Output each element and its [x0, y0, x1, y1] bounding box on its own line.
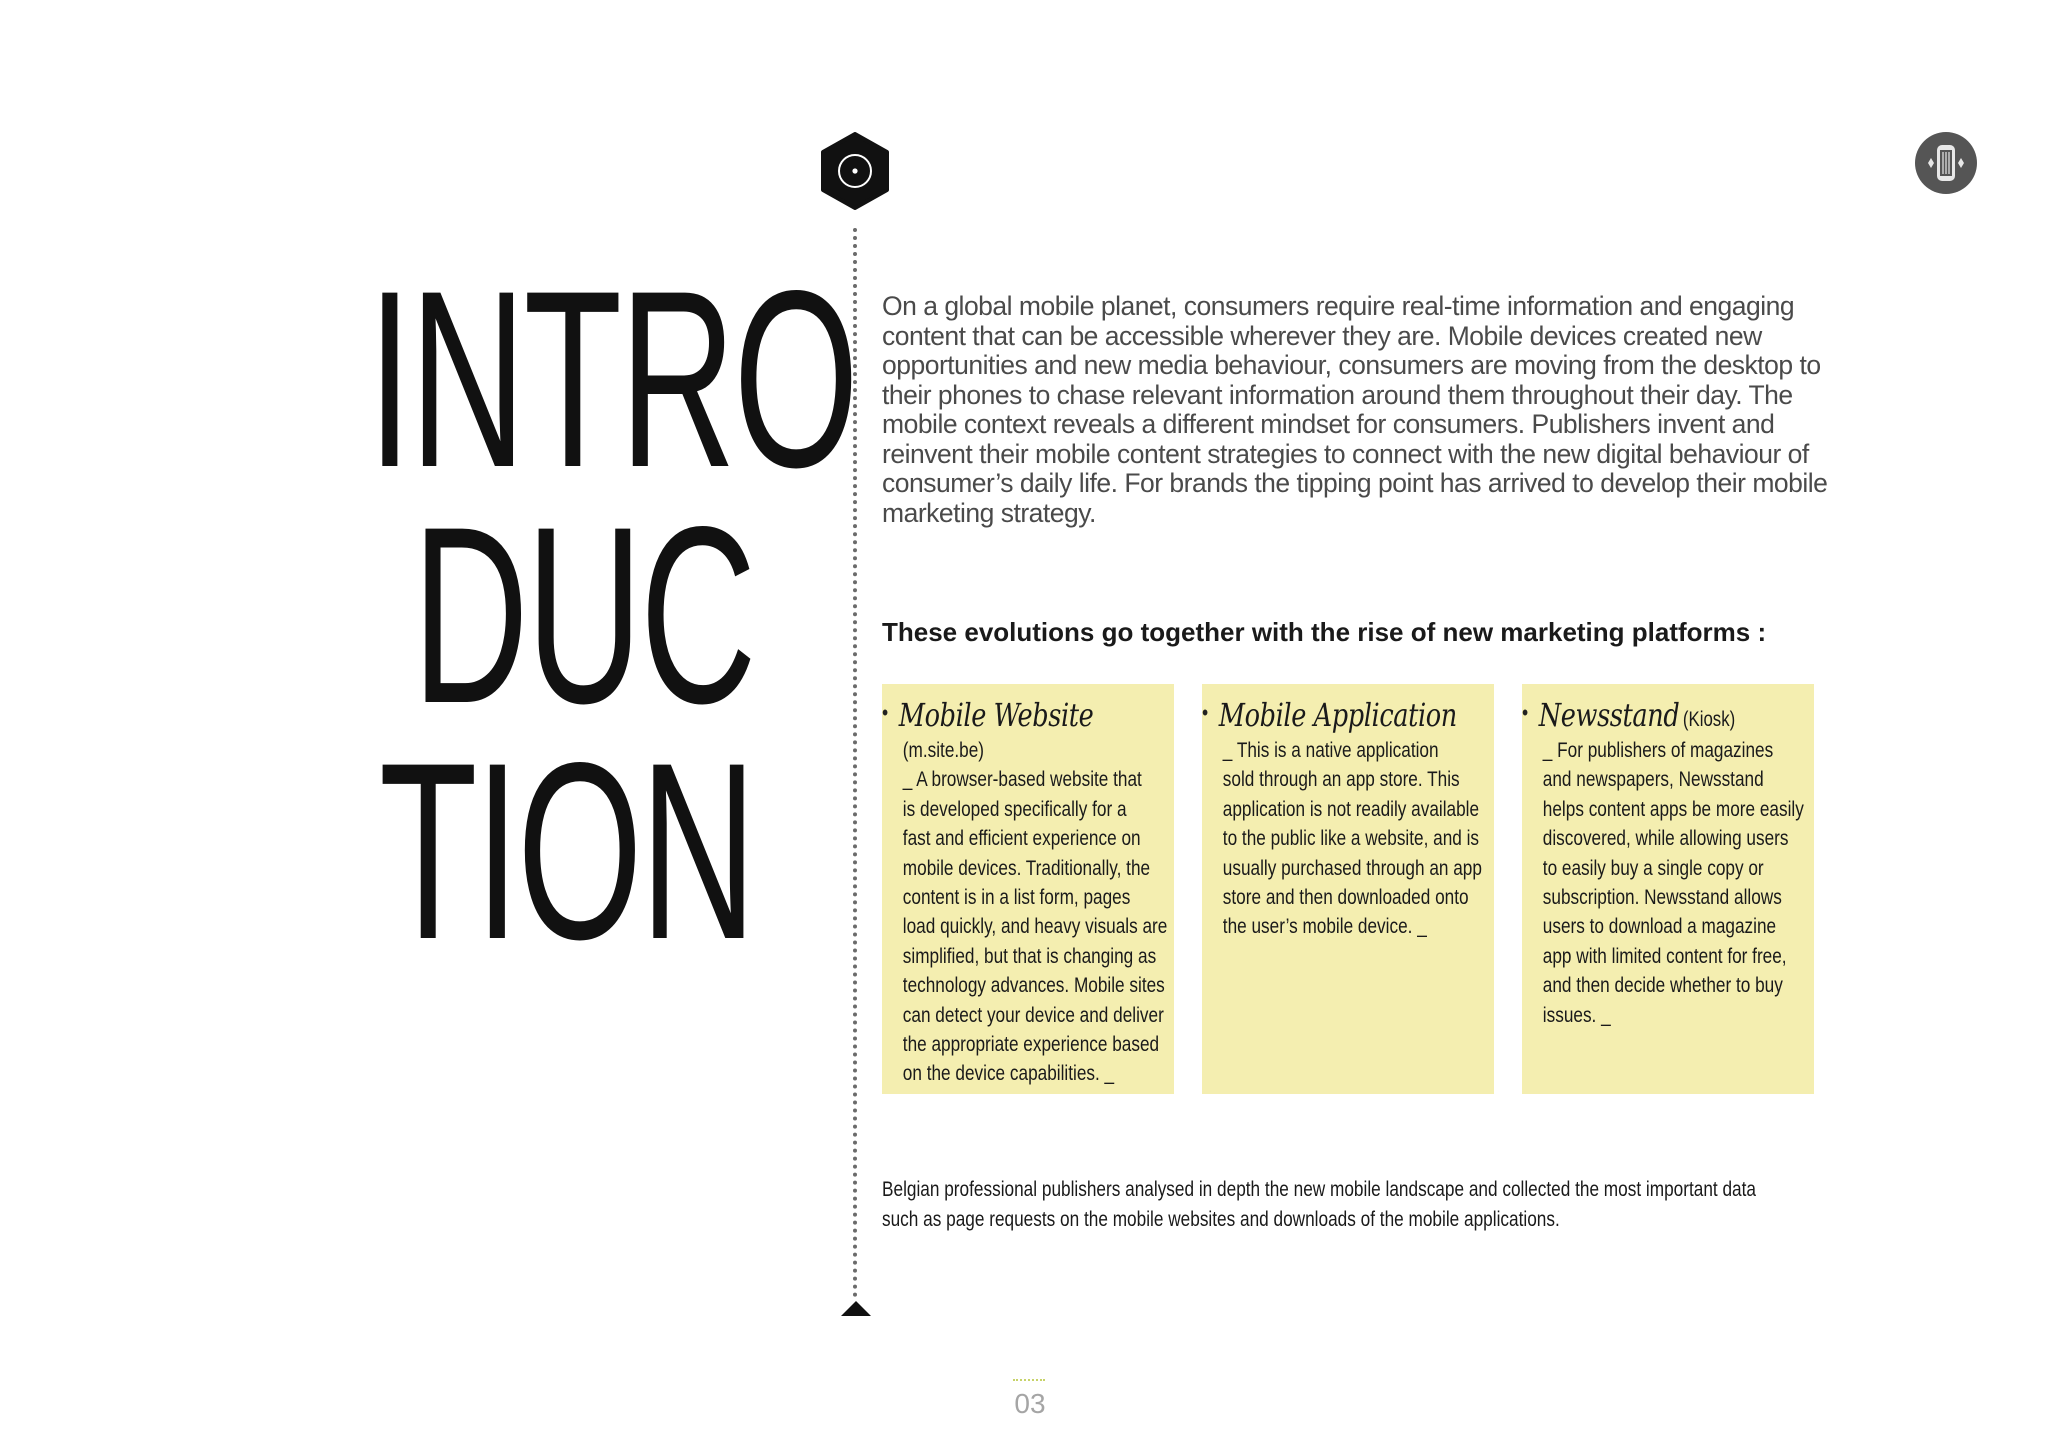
intro-paragraph: On a global mobile planet, consumers require real-time information and engaging content that can be accessible wherever they are. Mobile devices created new opportunities and new media behaviour, consumers are moving from the desktop to their phones to chase relevant information around them throughout their day. The mobile context reveals a different mindset for consumers. Publishers invent and reinvent their mobile content strategies to connect with the new digital behaviour of consumer’s daily life. For brands the tipping point has arrived to develop their mobile marketing strategy. — [882, 291, 1828, 528]
hexagon-target-icon — [820, 132, 890, 210]
platform-description — [902, 736, 1168, 1089]
description-line: users to download a magazine — [1542, 914, 1777, 939]
description-line: helps content apps be more easily — [1542, 796, 1804, 821]
description-line: can detect your device and deliver — [902, 1002, 1164, 1027]
description-line: technology advances. Mobile sites — [902, 973, 1165, 998]
platform-card-mobile-website — [882, 684, 1174, 1094]
platform-title: Newsstand — [1538, 696, 1680, 734]
description-line: to the public like a website, and is — [1222, 826, 1480, 851]
description-line: _ This is a native application — [1222, 738, 1439, 762]
closing-paragraph — [882, 1175, 1866, 1234]
page-title — [367, 239, 857, 992]
description-line: usually purchased through an app — [1222, 855, 1482, 880]
description-line: _ For publishers of magazines — [1542, 738, 1774, 762]
description-line: discovered, while allowing users — [1542, 826, 1789, 851]
description-line: and newspapers, Newsstand — [1542, 767, 1764, 792]
platform-heading — [1522, 696, 1786, 734]
description-line: is developed specifically for a — [902, 796, 1127, 821]
platform-description — [1542, 736, 1804, 1030]
description-line: fast and efficient experience on — [902, 826, 1141, 851]
platforms-heading: These evolutions go together with the rise of new marketing platforms : — [882, 617, 1767, 647]
title-line: TION — [378, 711, 754, 992]
description-line: store and then downloaded onto — [1222, 885, 1469, 910]
bullet-icon: • — [1202, 700, 1209, 725]
bullet-icon: • — [1522, 700, 1529, 725]
description-line: on the device capabilities. _ — [902, 1061, 1115, 1086]
arrow-up-icon — [841, 1301, 871, 1316]
platform-card-newsstand — [1522, 684, 1814, 1094]
description-line: content is in a list form, pages — [902, 885, 1131, 910]
closing-line: Belgian professional publishers analysed in depth the new mobile landscape and collected the most important data — [882, 1178, 1756, 1201]
platform-title: Mobile Website — [898, 696, 1094, 734]
mobile-phone-icon[interactable] — [1914, 131, 1978, 195]
page-number-rule — [1013, 1379, 1045, 1381]
description-line: to easily buy a single copy or — [1542, 855, 1764, 880]
description-line: simplified, but that is changing as — [902, 943, 1157, 968]
description-line: app with limited content for free, — [1542, 943, 1787, 968]
platform-heading — [882, 696, 1146, 734]
platform-description — [1222, 736, 1482, 942]
description-line: _ A browser-based website that — [902, 767, 1142, 792]
description-line: subscription. Newsstand allows — [1542, 885, 1782, 910]
timeline-dotted-line — [853, 228, 857, 1298]
page-number: 03 — [1014, 1388, 1046, 1419]
description-line: issues. _ — [1542, 1002, 1611, 1027]
description-line: and then decide whether to buy — [1542, 973, 1783, 998]
description-line: mobile devices. Traditionally, the — [902, 855, 1151, 880]
closing-line: such as page requests on the mobile websites and downloads of the mobile applications. — [882, 1207, 1560, 1231]
platform-card-mobile-application — [1202, 684, 1494, 1094]
platform-heading — [1202, 696, 1466, 734]
description-line: the appropriate experience based — [902, 1032, 1160, 1057]
description-line: (m.site.be) — [902, 738, 985, 762]
title-line: INTRO — [367, 239, 857, 520]
platform-title-suffix: (Kiosk) — [1682, 708, 1736, 731]
description-line: application is not readily available — [1222, 796, 1480, 821]
title-line: DUC — [412, 475, 754, 756]
description-line: the user’s mobile device. _ — [1222, 914, 1427, 939]
description-line: load quickly, and heavy visuals are — [902, 914, 1168, 939]
platform-title: Mobile Application — [1218, 696, 1457, 734]
description-line: sold through an app store. This — [1222, 767, 1460, 792]
bullet-icon: • — [882, 700, 889, 725]
